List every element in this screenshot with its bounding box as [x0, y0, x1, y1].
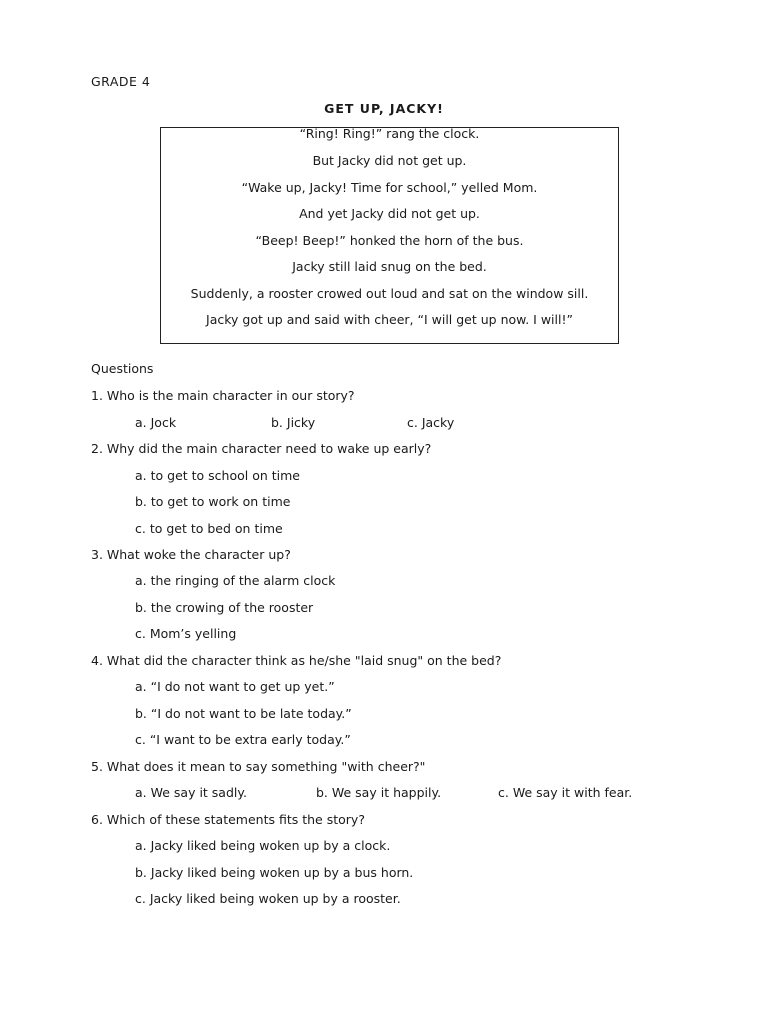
story-line: “Ring! Ring!” rang the clock.	[299, 126, 480, 141]
question-5-option-b: b. We say it happily.	[316, 785, 442, 800]
question-1-option-c: c. Jacky	[407, 415, 455, 430]
question-5-option-c: c. We say it with fear.	[498, 785, 633, 800]
questions-heading: Questions	[91, 361, 154, 376]
question-4-option-b: b. “I do not want to be late today.”	[135, 706, 352, 721]
question-2-option-b: b. to get to work on time	[135, 494, 291, 509]
question-3: 3. What woke the character up?	[91, 547, 291, 562]
story-line: Suddenly, a rooster crowed out loud and sat on the window sill.	[190, 286, 589, 301]
question-1-option-b: b. Jicky	[271, 415, 316, 430]
grade-label: GRADE 4	[91, 74, 151, 89]
question-1-option-a: a. Jock	[135, 415, 177, 430]
question-6-option-a: a. Jacky liked being woken up by a clock.	[135, 838, 391, 853]
question-2: 2. Why did the main character need to wake up early?	[91, 441, 432, 456]
question-6: 6. Which of these statements fits the story?	[91, 812, 365, 827]
story-box	[160, 127, 619, 344]
question-1: 1. Who is the main character in our story?	[91, 388, 355, 403]
story-line: But Jacky did not get up.	[312, 153, 467, 168]
story-line: And yet Jacky did not get up.	[299, 206, 480, 221]
story-line: Jacky got up and said with cheer, “I will get up now. I will!”	[206, 312, 573, 327]
question-4-option-a: a. “I do not want to get up yet.”	[135, 679, 335, 694]
question-3-option-a: a. the ringing of the alarm clock	[135, 573, 336, 588]
question-3-option-b: b. the crowing of the rooster	[135, 600, 314, 615]
question-3-option-c: c. Mom’s yelling	[135, 626, 237, 641]
story-line: “Wake up, Jacky! Time for school,” yelled Mom.	[241, 180, 538, 195]
question-5-option-a: a. We say it sadly.	[135, 785, 247, 800]
question-4-option-c: c. “I want to be extra early today.”	[135, 732, 351, 747]
story-line: Jacky still laid snug on the bed.	[292, 259, 487, 274]
question-5: 5. What does it mean to say something "with cheer?"	[91, 759, 426, 774]
story-title: GET UP, JACKY!	[324, 101, 444, 116]
story-line: “Beep! Beep!” honked the horn of the bus.	[255, 233, 524, 248]
question-4: 4. What did the character think as he/she "laid snug" on the bed?	[91, 653, 502, 668]
question-6-option-b: b. Jacky liked being woken up by a bus horn.	[135, 865, 414, 880]
question-6-option-c: c. Jacky liked being woken up by a rooster.	[135, 891, 401, 906]
question-2-option-a: a. to get to school on time	[135, 468, 300, 483]
question-2-option-c: c. to get to bed on time	[135, 521, 283, 536]
